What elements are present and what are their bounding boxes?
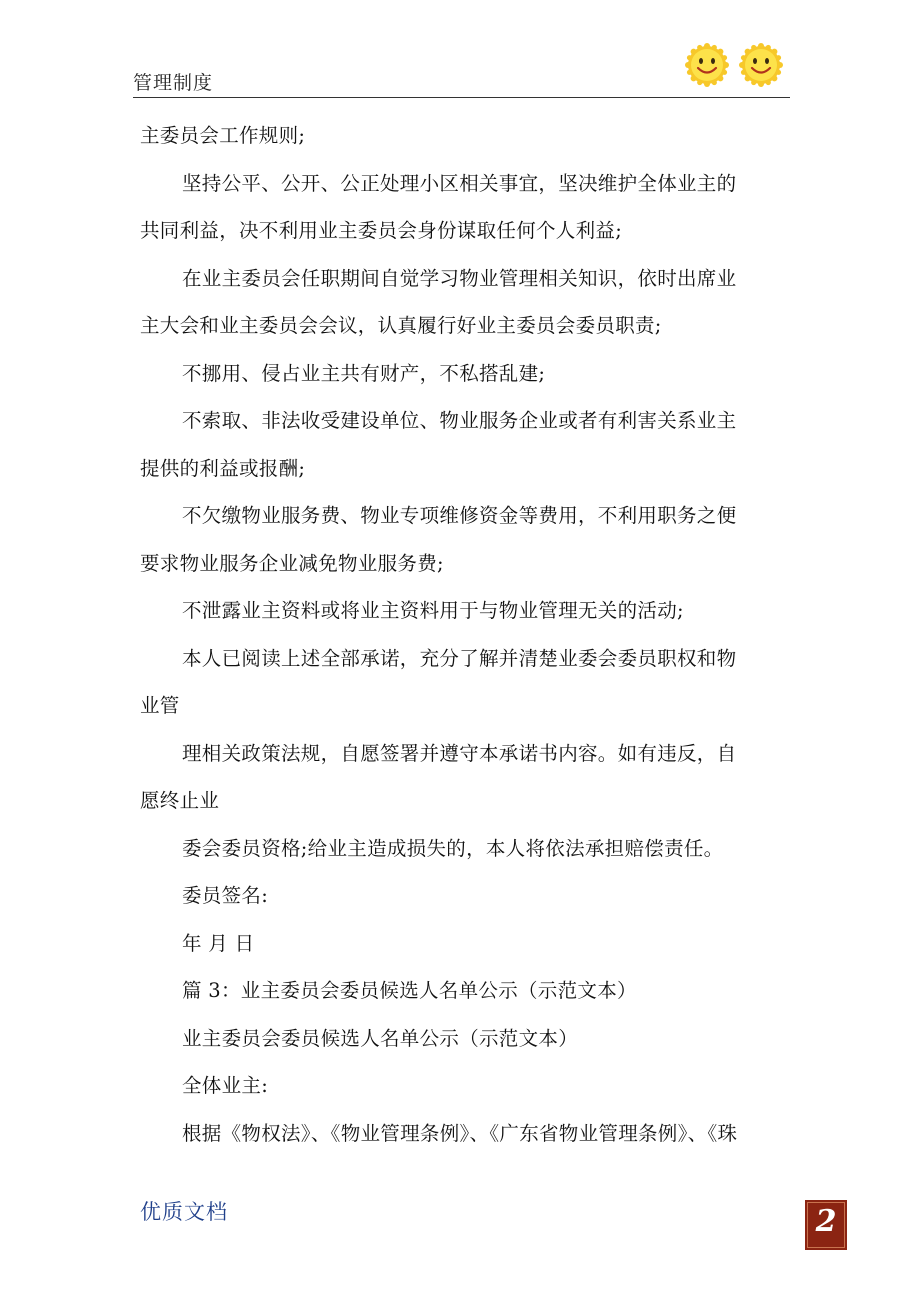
text-line: 委会委员资格;给业主造成损失的，本人将依法承担赔偿责任。: [182, 836, 724, 860]
text-line: 理相关政策法规，自愿签署并遵守本承诺书内容。如有违反，自: [182, 741, 737, 765]
text-line: 全体业主:: [182, 1074, 269, 1097]
text-line: 本人已阅读上述全部承诺，充分了解并清楚业委会委员职权和物: [182, 646, 737, 670]
text-line: 不泄露业主资料或将业主资料用于与物业管理无关的活动;: [182, 599, 684, 622]
smiley-icon: [738, 42, 784, 88]
page-header: [133, 40, 790, 98]
text-line: 业管: [140, 694, 180, 717]
page-number: 2: [815, 1204, 837, 1239]
text-line: 年 月 日: [182, 931, 255, 955]
text-line: 不挪用、侵占业主共有财产，不私搭乱建;: [182, 361, 546, 385]
text-line: 业主委员会委员候选人名单公示（示范文本）: [182, 1026, 579, 1050]
text-line: 共同利益，决不利用业主委员会身份谋取任何个人利益;: [140, 219, 623, 242]
text-line: 不索取、非法收受建设单位、物业服务企业或者有利害关系业主: [182, 409, 737, 432]
text-line: 篇 3：业主委员会委员候选人名单公示（示范文本）: [182, 979, 637, 1002]
text-line: 主委员会工作规则;: [140, 124, 306, 147]
text-line: 愿终止业: [140, 789, 220, 812]
document-body: [140, 112, 790, 1157]
text-line: 坚持公平、公开、公正处理小区相关事宜，坚决维护全体业主的: [182, 171, 737, 195]
smiley-icon: [684, 42, 730, 88]
header-decoration: [684, 42, 784, 88]
text-line: 在业主委员会任职期间自觉学习物业管理相关知识，依时出席业: [182, 266, 737, 290]
page-number-badge: [805, 1200, 847, 1250]
text-line: 要求物业服务企业减免物业服务费;: [140, 551, 444, 575]
header-title: 管理制度: [133, 72, 214, 94]
text-line: 委员签名:: [182, 884, 269, 907]
footer-label: 优质文档: [140, 1200, 228, 1224]
text-line: 提供的利益或报酬;: [140, 456, 306, 480]
text-line: 主大会和业主委员会会议，认真履行好业主委员会委员职责;: [140, 314, 662, 337]
text-line: 不欠缴物业服务费、物业专项维修资金等费用，不利用职务之便: [182, 504, 737, 527]
text-line: 根据《物权法》、《物业管理条例》、《广东省物业管理条例》、《珠: [182, 1121, 738, 1145]
